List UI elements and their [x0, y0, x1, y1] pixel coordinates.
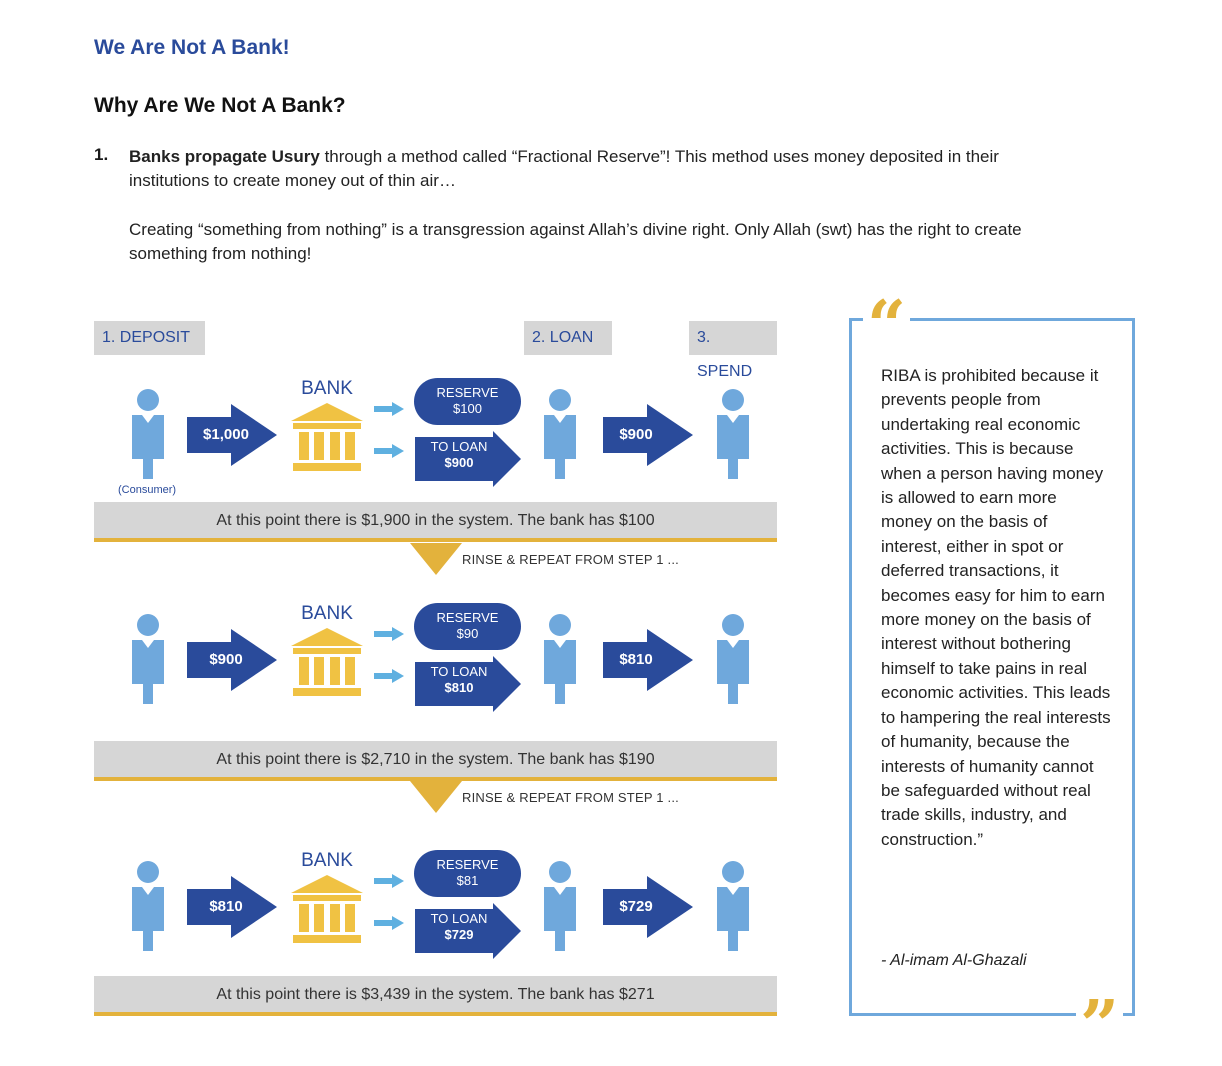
to-loan-amount: $729 — [444, 927, 474, 942]
step-loan-label: 2. LOAN — [524, 321, 612, 355]
rinse-repeat-text: RINSE & REPEAT FROM STEP 1 ... — [462, 552, 679, 567]
bank-label: BANK — [301, 603, 353, 624]
bank-icon — [291, 875, 363, 948]
open-quote-icon: “ — [863, 292, 910, 360]
rinse-repeat-text: RINSE & REPEAT FROM STEP 1 ... — [462, 790, 679, 805]
reserve-amount: $90 — [456, 626, 479, 641]
reserve-pill — [414, 850, 521, 897]
borrower-person-icon — [543, 861, 577, 951]
small-arrow-icon — [374, 669, 404, 688]
down-triangle-icon — [410, 543, 462, 580]
small-arrow-icon — [374, 627, 404, 646]
summary-bar: At this point there is $1,900 in the system. The bank has $100 — [94, 502, 777, 542]
reserve-label: RESERVE — [436, 857, 499, 872]
reserve-label: RESERVE — [436, 610, 499, 625]
deposit-amount: $810 — [209, 898, 243, 915]
recipient-person-icon — [716, 861, 750, 951]
down-triangle-icon — [410, 781, 462, 818]
section-heading: Why Are We Not A Bank? — [94, 94, 346, 117]
list-number: 1. — [94, 145, 109, 164]
consumer-label: (Consumer) — [118, 484, 177, 496]
deposit-arrow — [187, 876, 277, 938]
reserve-amount: $81 — [456, 873, 479, 888]
spend-arrow — [603, 876, 693, 938]
to-loan-label: TO LOAN — [430, 911, 488, 926]
summary-bar: At this point there is $2,710 in the system. The bank has $190 — [94, 741, 777, 781]
spend-arrow — [603, 404, 693, 466]
consumer-person-icon — [131, 389, 165, 479]
quote-author: - Al-imam Al-Ghazali — [881, 952, 1027, 969]
small-arrow-icon — [374, 916, 404, 935]
step-spend-label: 3. SPEND — [689, 321, 777, 355]
reserve-pill — [414, 603, 521, 650]
consumer-person-icon — [131, 614, 165, 704]
to-loan-label: TO LOAN — [430, 664, 488, 679]
reserve-label: RESERVE — [436, 385, 499, 400]
spend-amount: $810 — [619, 651, 653, 668]
to-loan-arrow — [415, 656, 523, 712]
deposit-amount: $900 — [209, 651, 243, 668]
spend-amount: $729 — [619, 898, 653, 915]
quote-text: RIBA is prohibited because it prevents people from undertaking real economic activities. This is because when a person having money is allowed to earn more money on the basis of interest, either in spot or deferred transactions, it becomes easy for him to earn more money on the basis of interest without bothering himself to take pains in real economic activities. This leads to hampering the real interests of humanity, because the interests of humanity cannot be safeguarded without real trade skills, industry, and construction.” — [881, 366, 1111, 849]
deposit-arrow — [187, 629, 277, 691]
bank-icon — [291, 628, 363, 701]
to-loan-arrow — [415, 431, 523, 487]
to-loan-arrow — [415, 903, 523, 959]
to-loan-amount: $810 — [444, 680, 474, 695]
borrower-person-icon — [543, 389, 577, 479]
page-title: We Are Not A Bank! — [94, 36, 290, 59]
reserve-pill — [414, 378, 521, 425]
small-arrow-icon — [374, 874, 404, 893]
bank-icon — [291, 403, 363, 476]
borrower-person-icon — [543, 614, 577, 704]
small-arrow-icon — [374, 444, 404, 463]
close-quote-icon: ” — [1076, 992, 1123, 1060]
recipient-person-icon — [716, 614, 750, 704]
summary-bar: At this point there is $3,439 in the system. The bank has $271 — [94, 976, 777, 1016]
bank-label: BANK — [301, 378, 353, 399]
point-bold: Banks propagate Usury — [129, 147, 320, 166]
deposit-arrow — [187, 404, 277, 466]
bank-label: BANK — [301, 850, 353, 871]
to-loan-amount: $900 — [444, 455, 474, 470]
recipient-person-icon — [716, 389, 750, 479]
point-paragraph — [129, 145, 1049, 193]
small-arrow-icon — [374, 402, 404, 421]
point-text: through a method called “Fractional Reserve”! This method uses money deposited in their institutions to create money out of thin air… — [129, 147, 999, 190]
reserve-amount: $100 — [453, 401, 482, 416]
step-deposit-label: 1. DEPOSIT — [94, 321, 205, 355]
deposit-amount: $1,000 — [203, 426, 249, 443]
point-paragraph-2: Creating “something from nothing” is a transgression against Allah’s divine right. Only Allah (swt) has the right to create something from nothing! — [129, 220, 1022, 263]
to-loan-label: TO LOAN — [430, 439, 488, 454]
spend-amount: $900 — [619, 426, 653, 443]
consumer-person-icon — [131, 861, 165, 951]
spend-arrow — [603, 629, 693, 691]
